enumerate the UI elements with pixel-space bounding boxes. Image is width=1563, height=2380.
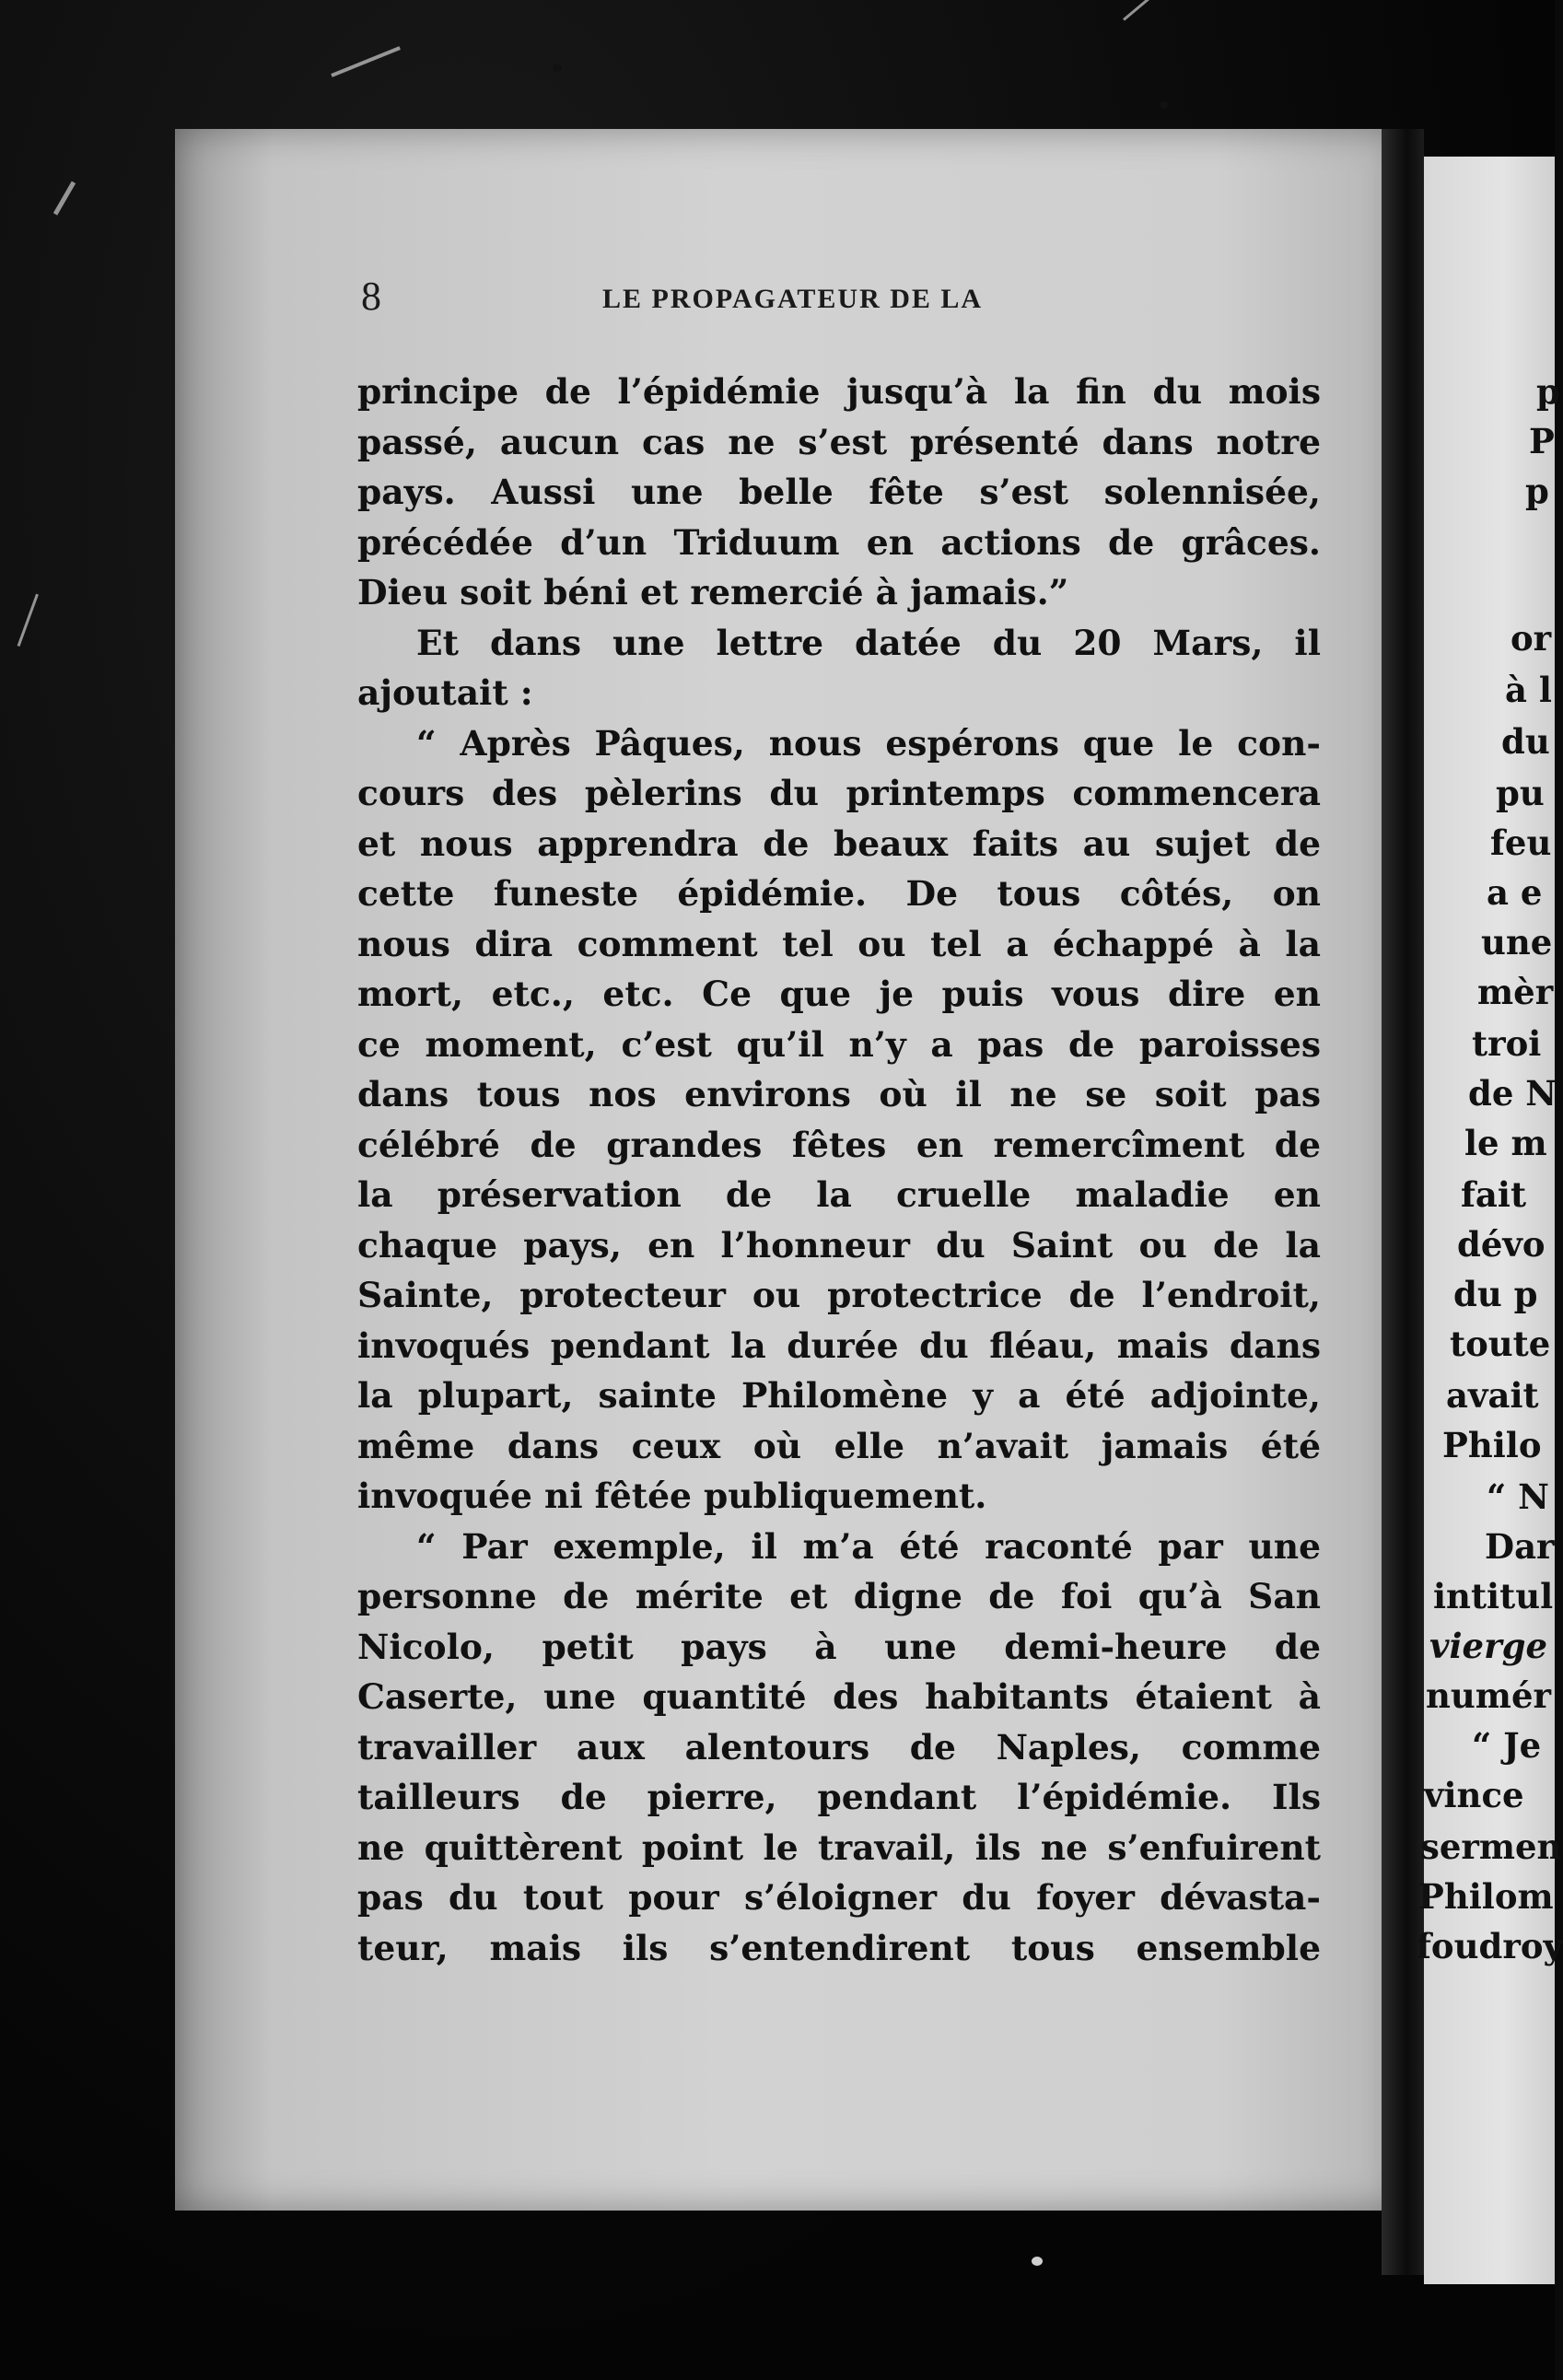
body-line: cette funeste épidémie. De tous côtés, on <box>357 873 1321 914</box>
film-scratch <box>1123 0 1167 21</box>
body-line: cours des pèlerins du printemps commencera <box>357 773 1321 813</box>
facing-page-line: à l <box>1505 670 1552 710</box>
body-line: Nicolo, petit pays à une demi-heure de <box>357 1626 1321 1667</box>
facing-page-line: P <box>1529 421 1555 461</box>
facing-page-line: vierge <box>1429 1626 1548 1666</box>
film-speck <box>553 64 562 72</box>
body-line: tailleurs de pierre, pendant l’épidémie. Ils <box>357 1777 1321 1817</box>
body-line: Caserte, une quantité des habitants étaient à <box>357 1676 1321 1717</box>
body-line: principe de l’épidémie jusqu’à la fin du mois <box>357 371 1321 412</box>
facing-page-line: Philom <box>1418 1876 1554 1917</box>
film-scratch <box>53 181 76 216</box>
film-speck <box>1161 101 1168 109</box>
facing-page-line: foudroy <box>1417 1926 1563 1966</box>
page-number: 8 <box>361 274 381 319</box>
body-line: précédée d’un Triduum en actions de grâces. <box>357 521 1321 563</box>
facing-page-line: de N <box>1468 1073 1557 1114</box>
facing-page-line: vince <box>1424 1775 1524 1815</box>
facing-page-line: or <box>1511 618 1552 659</box>
facing-page-line: mèr <box>1477 972 1554 1012</box>
body-line: invoquée ni fêtée publiquement. <box>357 1476 987 1516</box>
facing-page-line: “ N <box>1487 1476 1549 1517</box>
body-line: nous dira comment tel ou tel a échappé à la <box>357 923 1321 964</box>
facing-page-line: feu <box>1490 822 1552 863</box>
facing-page-line: p <box>1536 371 1560 412</box>
facing-page-line: le m <box>1464 1123 1547 1163</box>
body-line: ne quittèrent point le travail, ils ne s’enfuirent <box>357 1826 1321 1868</box>
body-line: la plupart, sainte Philomène y a été adjointe, <box>357 1375 1321 1416</box>
facing-page-line: pu <box>1496 773 1545 813</box>
facing-page-line: p <box>1525 471 1549 511</box>
body-line: travailler aux alentours de Naples, comme <box>357 1726 1321 1768</box>
body-line: “ Après Pâques, nous espérons que le con- <box>416 722 1321 764</box>
facing-page-line: une <box>1481 922 1553 962</box>
facing-page-line: dévo <box>1457 1224 1546 1265</box>
body-line: passé, aucun cas ne s’est présenté dans notre <box>357 421 1321 462</box>
body-line: ce moment, c’est qu’il n’y a pas de paroisses <box>357 1023 1321 1065</box>
body-line: Et dans une lettre datée du 20 Mars, il <box>416 622 1321 663</box>
body-line: pas du tout pour s’éloigner du foyer dévasta- <box>357 1877 1321 1918</box>
facing-page-line: sermen <box>1420 1826 1562 1867</box>
facing-page-line: numér <box>1426 1675 1551 1716</box>
facing-page-line: intitul <box>1433 1576 1554 1616</box>
body-line: célébré de grandes fêtes en remercîment de <box>357 1124 1321 1165</box>
facing-page-line: du p <box>1453 1274 1538 1314</box>
body-line: invoqués pendant la durée du fléau, mais dans <box>357 1324 1321 1366</box>
body-line: pays. Aussi une belle fête s’est solennisée, <box>357 472 1321 512</box>
facing-page-line: a e <box>1487 872 1543 913</box>
body-text <box>357 367 1321 1973</box>
body-line: teur, mais ils s’entendirent tous ensemble <box>357 1927 1321 1968</box>
body-line: et nous apprendra de beaux faits au sujet de <box>357 822 1321 864</box>
body-line: Sainte, protecteur ou protectrice de l’endroit, <box>357 1275 1321 1315</box>
facing-page-line: “ Je <box>1472 1725 1542 1766</box>
body-line: chaque pays, en l’honneur du Saint ou de la <box>357 1224 1321 1266</box>
film-speck <box>1032 2257 1043 2266</box>
body-line: personne de mérite et digne de foi qu’à San <box>357 1576 1321 1616</box>
body-line: la préservation de la cruelle maladie en <box>357 1174 1321 1215</box>
body-line: “ Par exemple, il m’a été raconté par une <box>416 1525 1321 1567</box>
body-line: ajoutait : <box>357 672 533 713</box>
body-line: dans tous nos environs où il ne se soit pas <box>357 1074 1321 1114</box>
facing-page-line: fait <box>1461 1174 1527 1215</box>
facing-page-line: toute <box>1450 1324 1551 1364</box>
facing-page-line: Philo <box>1442 1425 1542 1465</box>
body-line: même dans ceux où elle n’avait jamais été <box>357 1425 1321 1466</box>
running-title: LE PROPAGATEUR DE LA <box>602 284 984 314</box>
facing-page-line: Dar <box>1485 1526 1555 1567</box>
body-line: mort, etc., etc. Ce que je puis vous dire en <box>357 974 1321 1014</box>
facing-page-line: du <box>1501 721 1550 762</box>
film-scratch <box>17 594 39 647</box>
facing-page-line: troi <box>1472 1023 1542 1064</box>
film-scratch <box>331 46 401 77</box>
facing-page-line: avait <box>1446 1375 1539 1416</box>
body-line: Dieu soit béni et remercié à jamais.” <box>357 572 1069 612</box>
